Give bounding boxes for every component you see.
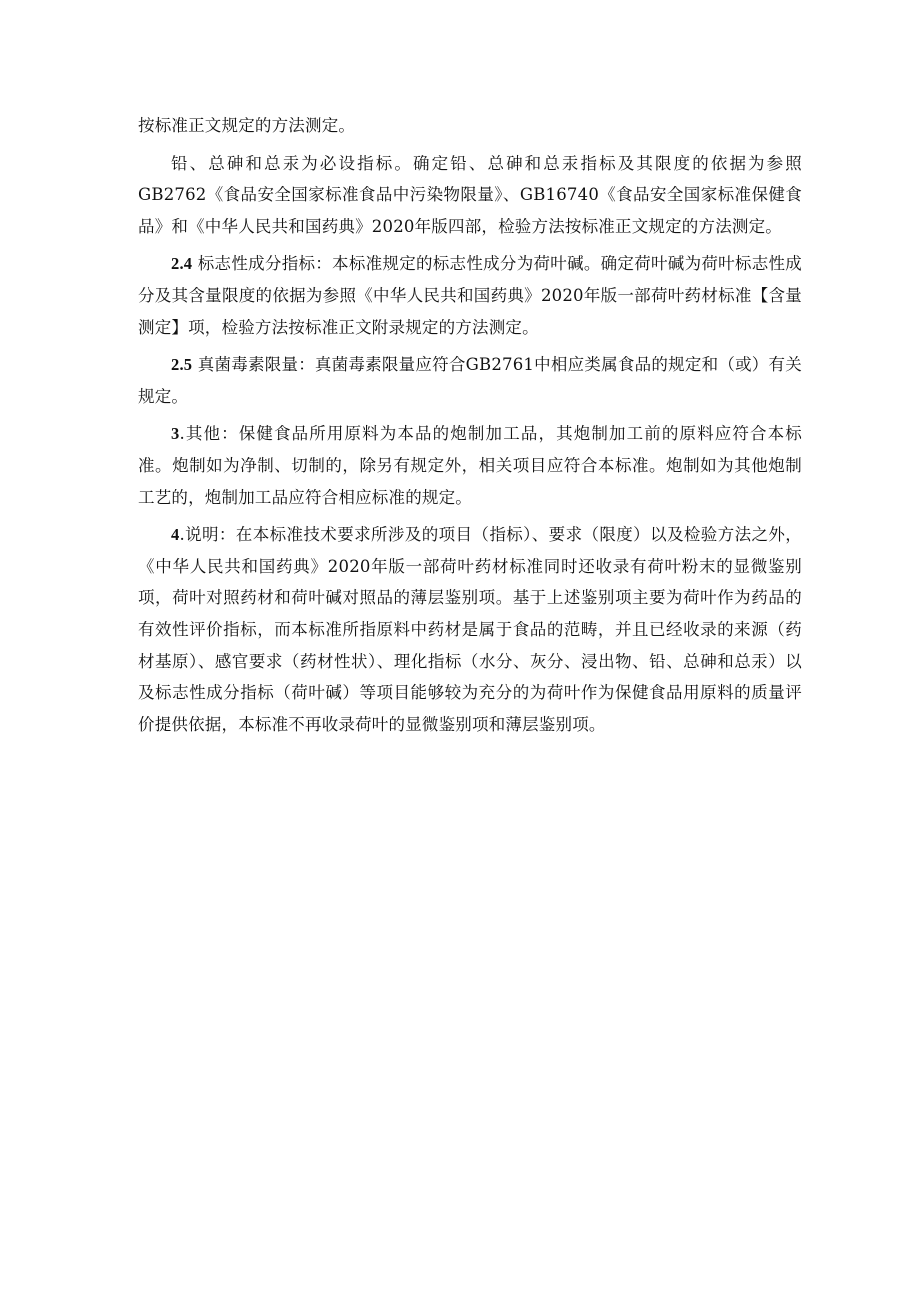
paragraph-text: 真菌毒素限量：真菌毒素限量应符合GB2761中相应类属食品的规定和（或）有关规定。 xyxy=(138,355,802,406)
section-number: 2.4 xyxy=(171,254,193,274)
paragraph-text: 铅、总砷和总汞为必设指标。确定铅、总砷和总汞指标及其限度的依据为参照GB2762《食品安全国家标准食品中污染物限量》、GB16740《食品安全国家标准保健食品》和《中华人民共和国药典》2020年版四部，检验方法按标准正文规定的方法测定。 xyxy=(138,153,802,236)
paragraph-section-4 xyxy=(138,519,802,740)
paragraph-section-3 xyxy=(138,418,802,513)
paragraph-section-2-4 xyxy=(138,248,802,343)
paragraph-text: 按标准正文规定的方法测定。 xyxy=(138,116,356,135)
section-number: 4 xyxy=(171,525,180,545)
document-body xyxy=(138,110,802,740)
paragraph-continuation xyxy=(138,110,802,142)
paragraph-section-2-5 xyxy=(138,349,802,412)
section-number: 2.5 xyxy=(171,355,193,375)
paragraph-heavy-metals xyxy=(138,148,802,243)
paragraph-text: .其他：保健食品所用原料为本品的炮制加工品，其炮制加工前的原料应符合本标准。炮制如为净制、切制的，除另有规定外，相关项目应符合本标准。炮制如为其他炮制工艺的，炮制加工品应符合相应标准的规定。 xyxy=(138,424,802,507)
paragraph-text: .说明：在本标准技术要求所涉及的项目（指标）、要求（限度）以及检验方法之外，《中华人民共和国药典》2020年版一部荷叶药材标准同时还收录有荷叶粉末的显微鉴别项，荷叶对照药材和荷叶碱对照品的薄层鉴别项。基于上述鉴别项主要为荷叶作为药品的有效性评价指标，而本标准所指原料中药材是属于食品的范畴，并且已经收录的来源（药材基原）、感官要求（药材性状）、理化指标（水分、灰分、浸出物、铅、总砷和总汞）以及标志性成分指标（荷叶碱）等项目能够较为充分的为荷叶作为保健食品用原料的质量评价提供依据，本标准不再收录荷叶的显微鉴别项和薄层鉴别项。 xyxy=(138,525,802,734)
section-number: 3 xyxy=(171,424,180,444)
paragraph-text: 标志性成分指标：本标准规定的标志性成分为荷叶碱。确定荷叶碱为荷叶标志性成分及其含量限度的依据为参照《中华人民共和国药典》2020年版一部荷叶药材标准【含量测定】项，检验方法按标准正文附录规定的方法测定。 xyxy=(138,254,802,337)
